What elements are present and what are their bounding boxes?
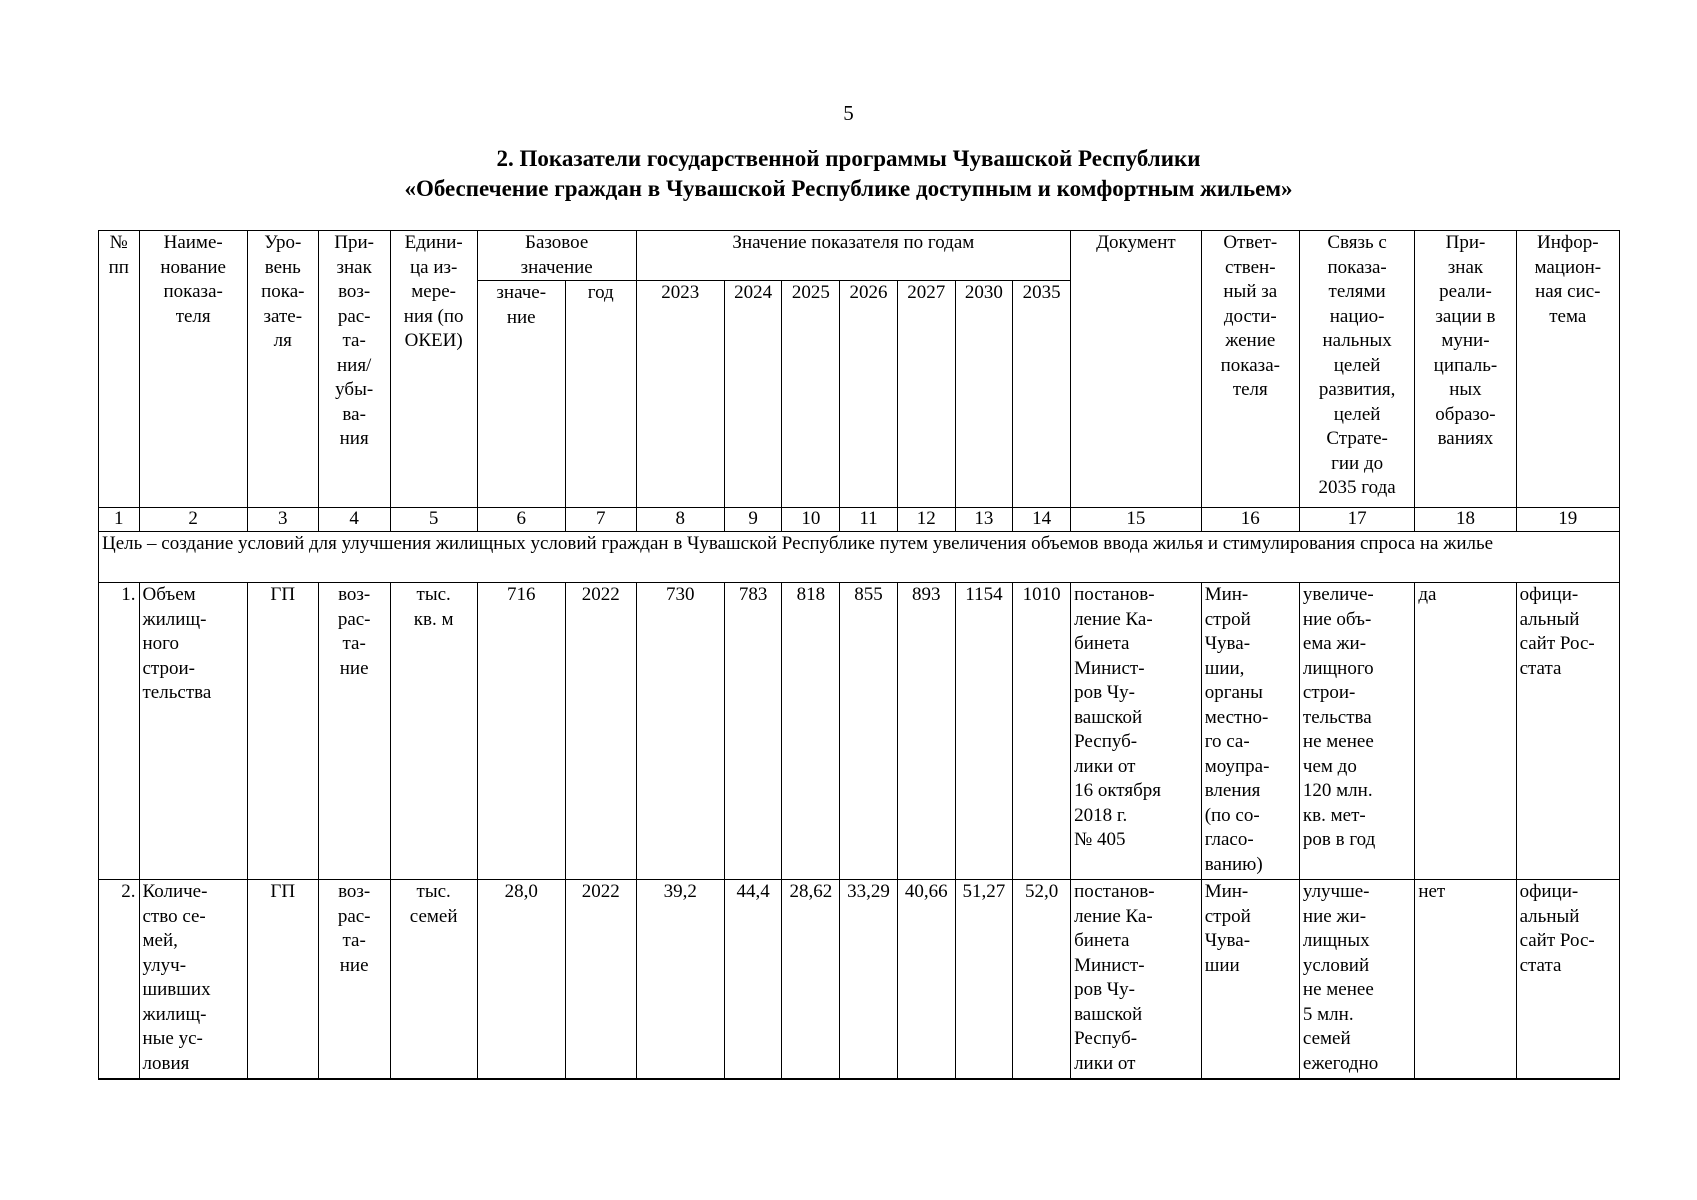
row-link: улучше- ние жи- лищных условий не менее 5 млн. семей ежегодно <box>1299 880 1414 1079</box>
row-value-2024: 44,4 <box>724 880 782 1079</box>
row-info-system: офици- альный сайт Рос- стата <box>1516 880 1619 1079</box>
column-number: 2 <box>139 508 247 532</box>
table-row <box>99 880 1620 1079</box>
header-unit: Едини- ца из- мере- ния (по ОКЕИ) <box>390 231 477 508</box>
goal-text: Цель – создание условий для улучшения жилищных условий граждан в Чувашской Республике путем увеличения объемов ввода жилья и стимулирования спроса на жилье <box>99 532 1620 583</box>
header-year-2023: 2023 <box>636 281 724 508</box>
row-responsible: Мин- строй Чува- шии, органы местно- го са- моупра- вления (по со- гласо- ванию) <box>1201 583 1299 880</box>
column-number: 19 <box>1516 508 1619 532</box>
column-number: 1 <box>99 508 140 532</box>
header-responsible: Ответ- ствен- ный за дости- жение показа- теля <box>1201 231 1299 508</box>
column-number: 10 <box>782 508 840 532</box>
row-value-2025: 818 <box>782 583 840 880</box>
column-number: 9 <box>724 508 782 532</box>
title-line-1: 2. Показатели государственной программы Чувашской Республики <box>496 146 1201 171</box>
column-number: 5 <box>390 508 477 532</box>
row-sign: воз- рас- та- ние <box>318 583 390 880</box>
row-base-year: 2022 <box>565 880 636 1079</box>
row-responsible: Мин- строй Чува- шии <box>1201 880 1299 1079</box>
column-number: 11 <box>840 508 898 532</box>
page-title <box>0 144 1697 204</box>
row-unit: тыс. кв. м <box>390 583 477 880</box>
row-value-2030: 51,27 <box>955 880 1013 1079</box>
indicators-table <box>98 230 1620 1080</box>
header-values-by-year: Значение показателя по годам <box>636 231 1070 281</box>
header-sign: При- знак воз- рас- та- ния/ убы- ва- ния <box>318 231 390 508</box>
header-name: Наиме- нование показа- теля <box>139 231 247 508</box>
row-value-2023: 730 <box>636 583 724 880</box>
header-base: Базовое значение <box>477 231 636 281</box>
row-document: постанов- ление Ка- бинета Минист- ров Чу- вашской Респуб- лики от <box>1071 880 1202 1079</box>
row-value-2035: 52,0 <box>1013 880 1071 1079</box>
header-year-2027: 2027 <box>897 281 955 508</box>
header-row-1 <box>99 231 1620 281</box>
row-info-system: офици- альный сайт Рос- стата <box>1516 583 1619 880</box>
goal-row <box>99 532 1620 583</box>
page-number: 5 <box>843 101 854 125</box>
header-year-2026: 2026 <box>840 281 898 508</box>
column-number: 6 <box>477 508 565 532</box>
column-number: 14 <box>1013 508 1071 532</box>
header-num: № пп <box>99 231 140 508</box>
row-name: Количе- ство се- мей, улуч- шивших жилищ- ные ус- ловия <box>139 880 247 1079</box>
row-base-value: 716 <box>477 583 565 880</box>
column-number: 13 <box>955 508 1013 532</box>
row-unit: тыс. семей <box>390 880 477 1079</box>
header-year-2024: 2024 <box>724 281 782 508</box>
row-value-2023: 39,2 <box>636 880 724 1079</box>
header-info-system: Инфор- мацион- ная сис- тема <box>1516 231 1619 508</box>
row-level: ГП <box>247 583 318 880</box>
column-number: 18 <box>1415 508 1516 532</box>
column-number: 3 <box>247 508 318 532</box>
title-line-2: «Обеспечение граждан в Чувашской Республике доступным и комфортным жильем» <box>404 176 1293 201</box>
row-level: ГП <box>247 880 318 1079</box>
row-value-2027: 40,66 <box>897 880 955 1079</box>
column-number: 15 <box>1071 508 1202 532</box>
row-value-2026: 33,29 <box>840 880 898 1079</box>
column-number: 4 <box>318 508 390 532</box>
header-base-value: значе- ние <box>477 281 565 508</box>
header-base-year: год <box>565 281 636 508</box>
table-row <box>99 583 1620 880</box>
header-year-2025: 2025 <box>782 281 840 508</box>
column-number: 12 <box>897 508 955 532</box>
row-sign: воз- рас- та- ние <box>318 880 390 1079</box>
row-document: постанов- ление Ка- бинета Минист- ров Чу- вашской Респуб- лики от 16 октября 2018 г. № 405 <box>1071 583 1202 880</box>
header-level: Уро- вень пока- зате- ля <box>247 231 318 508</box>
header-municipal: При- знак реали- зации в муни- ципаль- ных образо- ваниях <box>1415 231 1516 508</box>
row-num: 2. <box>99 880 140 1079</box>
row-base-value: 28,0 <box>477 880 565 1079</box>
header-document: Документ <box>1071 231 1202 508</box>
header-year-2035: 2035 <box>1013 281 1071 508</box>
header-link: Связь с показа- телями нацио- нальных целей развития, целей Страте- гии до 2035 года <box>1299 231 1414 508</box>
column-number: 7 <box>565 508 636 532</box>
header-year-2030: 2030 <box>955 281 1013 508</box>
column-number: 16 <box>1201 508 1299 532</box>
row-name: Объем жилищ- ного строи- тельства <box>139 583 247 880</box>
column-number: 8 <box>636 508 724 532</box>
row-municipal: да <box>1415 583 1516 880</box>
row-value-2027: 893 <box>897 583 955 880</box>
row-value-2026: 855 <box>840 583 898 880</box>
row-municipal: нет <box>1415 880 1516 1079</box>
row-value-2024: 783 <box>724 583 782 880</box>
row-value-2035: 1010 <box>1013 583 1071 880</box>
row-value-2025: 28,62 <box>782 880 840 1079</box>
column-number: 17 <box>1299 508 1414 532</box>
row-base-year: 2022 <box>565 583 636 880</box>
row-link: увеличе- ние объ- ема жи- лищного строи- тельства не менее чем до 120 млн. кв. мет- ров в год <box>1299 583 1414 880</box>
row-num: 1. <box>99 583 140 880</box>
row-value-2030: 1154 <box>955 583 1013 880</box>
column-numbers-row <box>99 508 1620 532</box>
